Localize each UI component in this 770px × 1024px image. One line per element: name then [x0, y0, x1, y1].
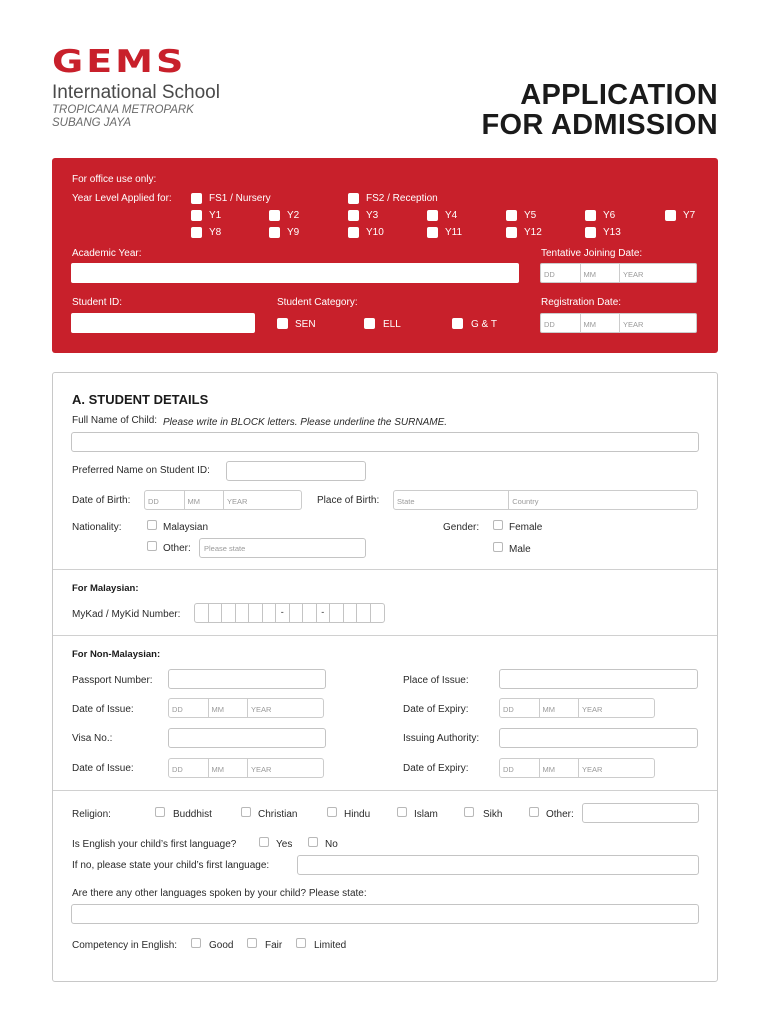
y3-checkbox[interactable] [348, 210, 359, 221]
y7-checkbox[interactable] [665, 210, 676, 221]
issuing-authority-input[interactable] [499, 728, 698, 748]
competency-limited-checkbox[interactable] [296, 938, 306, 948]
campus-line-1: TROPICANA METROPARK [52, 104, 194, 116]
mykad-digit[interactable] [249, 604, 263, 622]
y12-label: Y12 [524, 227, 542, 238]
pob-label: Place of Birth: [317, 495, 380, 506]
y1-checkbox[interactable] [191, 210, 202, 221]
sikh-label: Sikh [483, 809, 503, 820]
christian-label: Christian [258, 809, 298, 820]
y1-label: Y1 [209, 210, 222, 221]
school-logo [52, 43, 252, 130]
other-nationality-checkbox[interactable] [147, 541, 157, 551]
mykad-digit[interactable] [263, 604, 277, 622]
english-yes-checkbox[interactable] [259, 837, 269, 847]
y7-label: Y7 [683, 210, 696, 221]
competency-fair-label: Fair [265, 940, 283, 951]
date-of-expiry-input[interactable] [499, 698, 655, 718]
student-id-label: Student ID: [72, 297, 123, 308]
student-id-input[interactable] [71, 313, 255, 333]
male-label: Male [509, 544, 531, 555]
mykad-digit[interactable] [222, 604, 236, 622]
date-of-issue-label: Date of Issue: [72, 704, 134, 715]
passport-label: Passport Number: [72, 675, 153, 686]
section-divider [53, 790, 717, 791]
other-languages-input[interactable] [71, 904, 699, 924]
english-first-label: Is English your child’s first language? [72, 839, 237, 850]
year-placeholder: YEAR [251, 765, 272, 774]
first-language-label: If no, please state your child’s first language: [72, 860, 270, 871]
sen-label: SEN [295, 319, 316, 330]
student-details-card [52, 372, 718, 982]
tentative-date-label: Tentative Joining Date: [541, 248, 643, 259]
section-a-heading: A. STUDENT DETAILS [72, 392, 209, 407]
mykad-dash: - [317, 604, 331, 622]
y12-checkbox[interactable] [506, 227, 517, 238]
mykad-digit[interactable] [195, 604, 209, 622]
logo-text: GEMS [52, 43, 187, 80]
other-nationality-input[interactable]: Please state [199, 538, 366, 558]
form-title [482, 80, 718, 140]
y13-checkbox[interactable] [585, 227, 596, 238]
mykad-digit[interactable] [290, 604, 304, 622]
first-language-input[interactable] [297, 855, 699, 875]
month-placeholder: MM [540, 759, 580, 777]
dob-label: Date of Birth: [72, 495, 131, 506]
visa-date-of-issue-input[interactable] [168, 758, 324, 778]
ell-label: ELL [383, 319, 401, 330]
y5-label: Y5 [524, 210, 537, 221]
month-placeholder: MM [581, 314, 621, 332]
competency-label: Competency in English: [72, 940, 178, 951]
mykad-digit[interactable] [357, 604, 371, 622]
other-religion-checkbox[interactable] [529, 807, 539, 817]
day-placeholder: DD [541, 264, 581, 282]
date-of-issue-label: Date of Issue: [72, 763, 134, 774]
date-of-expiry-label: Date of Expiry: [403, 704, 469, 715]
school-name: International School [52, 82, 220, 103]
y2-checkbox[interactable] [269, 210, 280, 221]
day-placeholder: DD [145, 491, 185, 509]
passport-input[interactable] [168, 669, 326, 689]
mykad-digit[interactable] [344, 604, 358, 622]
malaysian-label: Malaysian [163, 522, 209, 533]
g-and-t-checkbox[interactable] [452, 318, 463, 329]
hindu-checkbox[interactable] [327, 807, 337, 817]
english-no-checkbox[interactable] [308, 837, 318, 847]
gender-label: Gender: [443, 522, 480, 533]
y13-label: Y13 [603, 227, 621, 238]
mykad-digit[interactable] [371, 604, 385, 622]
ell-checkbox[interactable] [364, 318, 375, 329]
tentative-date-input[interactable] [540, 263, 697, 283]
preferred-name-input[interactable] [226, 461, 366, 481]
registration-date-label: Registration Date: [541, 297, 622, 308]
month-placeholder: MM [581, 264, 621, 282]
full-name-label: Full Name of Child: [72, 415, 158, 426]
male-checkbox[interactable] [493, 542, 503, 552]
malaysian-checkbox[interactable] [147, 520, 157, 530]
other-nationality-label: Other: [163, 543, 191, 554]
y10-label: Y10 [366, 227, 384, 238]
month-placeholder: MM [540, 699, 580, 717]
year-placeholder: YEAR [623, 270, 644, 279]
competency-fair-checkbox[interactable] [247, 938, 257, 948]
registration-date-input[interactable] [540, 313, 697, 333]
title-line-1: APPLICATION [520, 79, 718, 111]
other-religion-input[interactable] [582, 803, 699, 823]
competency-good-label: Good [209, 940, 234, 951]
day-placeholder: DD [169, 699, 209, 717]
issuing-authority-label: Issuing Authority: [403, 733, 480, 744]
sikh-checkbox[interactable] [464, 807, 474, 817]
mykad-digit[interactable] [303, 604, 317, 622]
christian-checkbox[interactable] [241, 807, 251, 817]
year-placeholder: YEAR [582, 705, 603, 714]
other-languages-label: Are there any other languages spoken by your child? Please state: [72, 888, 367, 899]
office-heading: For office use only: [72, 174, 157, 185]
english-yes-label: Yes [276, 839, 293, 850]
section-divider [53, 635, 717, 636]
mykad-input[interactable] [194, 603, 385, 623]
full-name-input[interactable] [71, 432, 699, 452]
date-of-expiry-label: Date of Expiry: [403, 763, 469, 774]
day-placeholder: DD [541, 314, 581, 332]
state-placeholder: State [394, 491, 509, 509]
year-placeholder: YEAR [227, 497, 248, 506]
hindu-label: Hindu [344, 809, 371, 820]
y5-checkbox[interactable] [506, 210, 517, 221]
mykad-dash: - [276, 604, 290, 622]
month-placeholder: MM [209, 759, 249, 777]
y10-checkbox[interactable] [348, 227, 359, 238]
year-placeholder: YEAR [623, 320, 644, 329]
y6-label: Y6 [603, 210, 616, 221]
y3-label: Y3 [366, 210, 379, 221]
y11-checkbox[interactable] [427, 227, 438, 238]
country-placeholder: Country [512, 497, 539, 506]
visa-date-of-expiry-input[interactable] [499, 758, 655, 778]
fs1-checkbox[interactable] [191, 193, 202, 204]
english-no-label: No [325, 839, 338, 850]
competency-limited-label: Limited [314, 940, 347, 951]
mykad-label: MyKad / MyKid Number: [72, 609, 181, 620]
fs2-label: FS2 / Reception [366, 193, 438, 204]
year-placeholder: YEAR [251, 705, 272, 714]
y4-checkbox[interactable] [427, 210, 438, 221]
malaysian-heading: For Malaysian: [72, 583, 139, 594]
full-name-note: Please write in BLOCK letters. Please underline the SURNAME. [163, 417, 448, 428]
female-label: Female [509, 522, 543, 533]
mykad-digit[interactable] [209, 604, 223, 622]
nationality-label: Nationality: [72, 522, 122, 533]
y9-checkbox[interactable] [269, 227, 280, 238]
y8-checkbox[interactable] [191, 227, 202, 238]
academic-year-label: Academic Year: [72, 248, 142, 259]
y9-label: Y9 [287, 227, 300, 238]
female-checkbox[interactable] [493, 520, 503, 530]
section-divider [53, 569, 717, 570]
competency-good-checkbox[interactable] [191, 938, 201, 948]
month-placeholder: MM [209, 699, 249, 717]
mykad-digit[interactable] [236, 604, 250, 622]
year-level-label: Year Level Applied for: [72, 193, 172, 204]
y8-label: Y8 [209, 227, 222, 238]
title-line-2: FOR ADMISSION [481, 109, 718, 141]
place-of-issue-input[interactable] [499, 669, 698, 689]
y11-label: Y11 [445, 227, 463, 238]
campus-line-2: SUBANG JAYA [52, 117, 132, 129]
academic-year-input[interactable] [71, 263, 519, 283]
month-placeholder: MM [185, 491, 225, 509]
fs2-checkbox[interactable] [348, 193, 359, 204]
dob-input[interactable] [144, 490, 302, 510]
office-use-panel [52, 158, 718, 353]
pob-input[interactable] [393, 490, 698, 510]
non-malaysian-heading: For Non-Malaysian: [72, 649, 161, 660]
islam-checkbox[interactable] [397, 807, 407, 817]
visa-label: Visa No.: [72, 733, 113, 744]
date-of-issue-input[interactable] [168, 698, 324, 718]
sen-checkbox[interactable] [277, 318, 288, 329]
islam-label: Islam [414, 809, 438, 820]
day-placeholder: DD [500, 699, 540, 717]
g-and-t-label: G & T [471, 319, 497, 330]
y6-checkbox[interactable] [585, 210, 596, 221]
mykad-digit[interactable] [330, 604, 344, 622]
day-placeholder: DD [169, 759, 209, 777]
student-category-label: Student Category: [277, 297, 358, 308]
other-religion-label: Other: [546, 809, 574, 820]
y2-label: Y2 [287, 210, 300, 221]
religion-label: Religion: [72, 809, 111, 820]
year-placeholder: YEAR [582, 765, 603, 774]
buddhist-label: Buddhist [173, 809, 212, 820]
place-of-issue-label: Place of Issue: [403, 675, 469, 686]
buddhist-checkbox[interactable] [155, 807, 165, 817]
day-placeholder: DD [500, 759, 540, 777]
fs1-label: FS1 / Nursery [209, 193, 271, 204]
y4-label: Y4 [445, 210, 458, 221]
preferred-name-label: Preferred Name on Student ID: [72, 465, 210, 476]
visa-input[interactable] [168, 728, 326, 748]
